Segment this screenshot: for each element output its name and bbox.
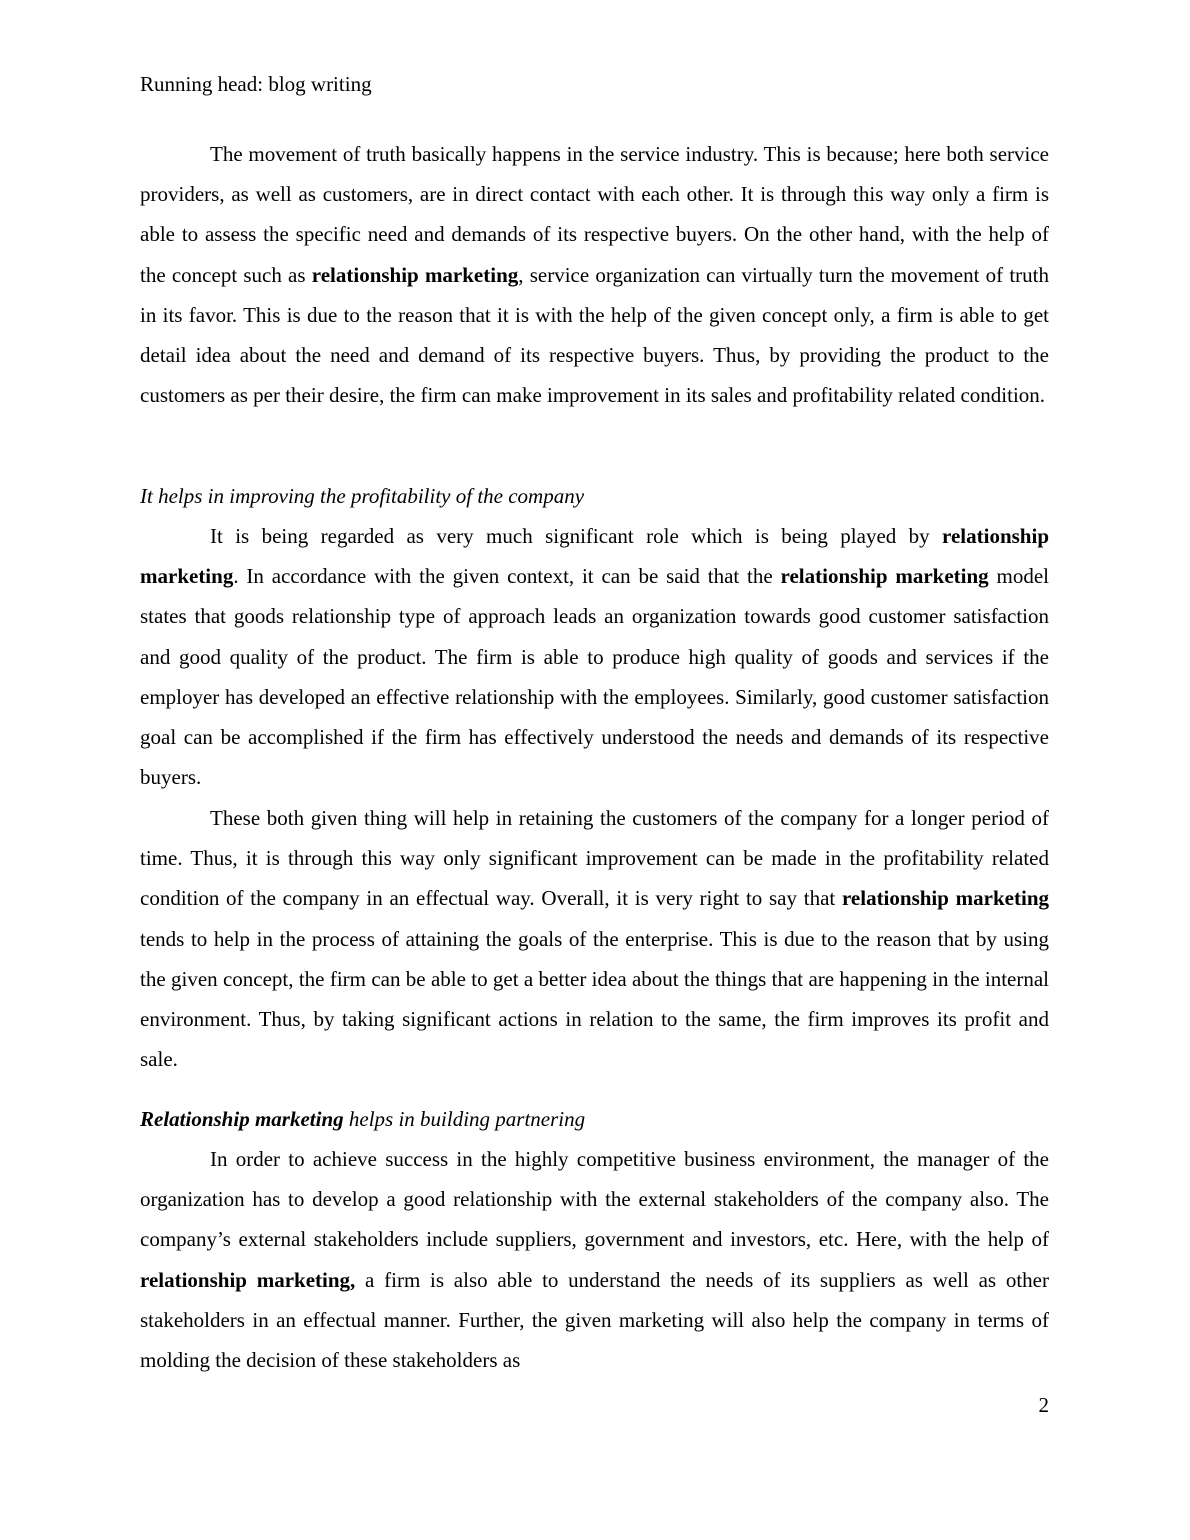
section-heading-partnering (140, 1105, 585, 1133)
paragraph-text: tends to help in the process of attaining the goals of the enterprise. This is due to the reason that by using the given concept, the firm can be able to get a better idea about the things that are happening in the internal environment. Thus, by taking significant actions in relation to the same, the firm improves its profit and sale. (140, 926, 1049, 1072)
paragraph-text: In order to achieve success in the highly competitive business environment, the manager of the organization has to develop a good relationship with the external stakeholders of the company also. The company’s external stakeholders include suppliers, government and investors, etc. Here, with the help of (140, 1147, 1049, 1252)
bold-term: relationship marketing, (140, 1267, 356, 1292)
paragraph-external-stakeholders (140, 1139, 1049, 1380)
paragraph-text: . In accordance with the given context, it can be said that the (233, 564, 781, 589)
paragraph-movement-of-truth (140, 134, 1049, 415)
paragraph-text: a firm is also able to understand the needs of its suppliers as well as other stakeholders in an effectual manner. Further, the given marketing will also help the company in terms of molding the decision of these stakeholders as (140, 1267, 1049, 1373)
heading-text: helps in building partnering (343, 1107, 586, 1131)
bold-term: relationship marketing (311, 262, 519, 287)
paragraph-text: The movement of truth basically happens in the service industry. This is because; here both service providers, as well as customers, are in direct contact with each other. It is through this way only a firm is able to assess the specific need and demands of its respective buyers. On the other hand, with the help of the concept such as (140, 142, 1049, 287)
bold-term: relationship marketing (841, 886, 1049, 911)
bold-term: relationship marketing (140, 524, 1049, 589)
heading-bold-term: Relationship marketing (140, 1107, 344, 1131)
paragraph-text: , service organization can virtually turn the movement of truth in its favor. This is due to the reason that it is with the help of the given concept only, a firm is able to get detail idea about the need and demand of its respective buyers. Thus, by providing the product to the customers as per their desire, the firm can make improvement in its sales and profitability related condition. (140, 262, 1049, 408)
paragraph-text: These both given thing will help in retaining the customers of the company for a longer period of time. Thus, it is through this way only significant improvement can be made in the profitability related condition of the company in an effectual way. Overall, it is very right to say that (140, 806, 1049, 911)
paragraph-significant-role (140, 516, 1049, 797)
paragraph-text: model states that goods relationship type of approach leads an organization towards good customer satisfaction and good quality of the product. The firm is able to produce high quality of goods and services if the employer has developed an effective relationship with the employees. Similarly, good customer satisfaction goal can be accomplished if the firm has effectively understood the needs and demands of its respective buyers. (140, 564, 1049, 790)
paragraph-retaining-customers (140, 798, 1049, 1079)
section-heading-profitability: It helps in improving the profitability of the company (140, 484, 585, 508)
bold-term: relationship marketing (780, 564, 989, 589)
page-number: 2 (1038, 1393, 1049, 1417)
running-head: Running head: blog writing (140, 72, 372, 96)
paragraph-text: It is being regarded as very much significant role which is being played by (210, 524, 943, 548)
